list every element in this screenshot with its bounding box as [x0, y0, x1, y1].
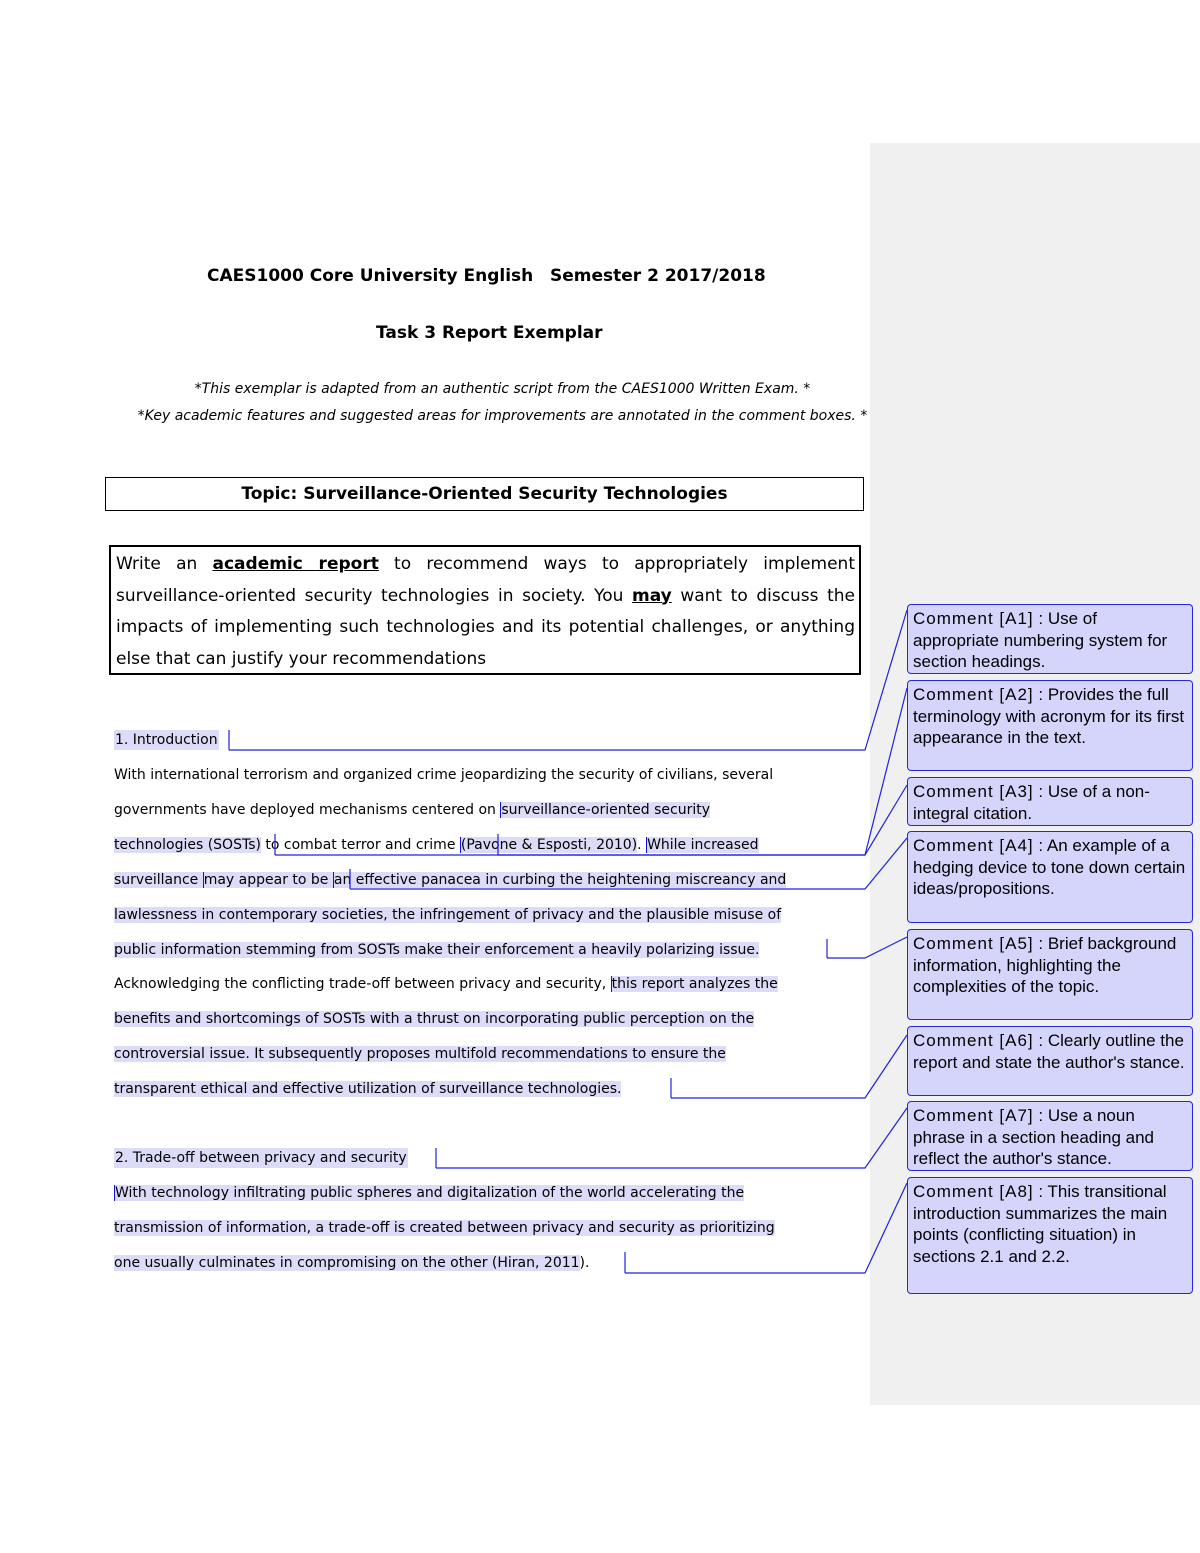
line-text: to combat terror and crime: [260, 837, 460, 853]
comment-text: : Provides the full terminology with acronym for its first appearance in the text.: [913, 685, 1185, 747]
comment-label: Comment [A1]: [913, 609, 1034, 628]
comment-a8[interactable]: [907, 1177, 1193, 1294]
comment-a3[interactable]: [907, 777, 1193, 826]
highlight-outline[interactable]: benefits and shortcomings of SOSTs with a thrust on incorporating public perception on the: [114, 1011, 755, 1027]
highlight-transition[interactable]: With technology infiltrating public spheres and digitalization of the world accelerating the: [115, 1185, 745, 1201]
comment-a7[interactable]: [907, 1101, 1193, 1171]
highlight-sosts-term[interactable]: surveillance-oriented security: [501, 802, 710, 818]
topic-box: Topic: Surveillance-Oriented Security Technologies: [105, 477, 864, 511]
connector-a2: [275, 688, 907, 855]
highlight-background[interactable]: lawlessness in contemporary societies, the infringement of privacy and the plausible misuse of: [114, 907, 782, 923]
highlight-outline[interactable]: transparent ethical and effective utilization of surveillance technologies.: [114, 1081, 622, 1097]
comment-text: : This transitional introduction summarizes the main points (conflicting situation) in sections 2.1 and 2.2.: [913, 1182, 1168, 1266]
comment-label: Comment [A5]: [913, 934, 1034, 953]
comment-label: Comment [A6]: [913, 1031, 1034, 1050]
highlight-outline[interactable]: controversial issue. It subsequently proposes multifold recommendations to ensure the: [114, 1046, 726, 1062]
exemplar-note: *This exemplar is adapted from an authentic script from the CAES1000 Written Exam. *: [194, 381, 811, 397]
connector-a1: [229, 610, 907, 750]
highlight-background[interactable]: surveillance: [114, 872, 203, 888]
comment-a1[interactable]: [907, 604, 1193, 674]
connector-a3: [498, 785, 907, 855]
comment-label: Comment [A8]: [913, 1182, 1034, 1201]
highlight-background[interactable]: While increased: [647, 837, 759, 853]
highlight-transition[interactable]: transmission of information, a trade-off is created between privacy and security as prioritizing: [114, 1220, 775, 1236]
highlight-sosts-acronym[interactable]: technologies (SOSTs): [114, 837, 261, 853]
annotation-note: *Key academic features and suggested areas for improvements are annotated in the comment boxes. *: [137, 408, 868, 424]
comment-text: : Brief background information, highlighting the complexities of the topic.: [913, 934, 1177, 996]
highlight-background[interactable]: public information stemming from SOSTs make their enforcement a heavily polarizing issue.: [114, 942, 760, 958]
comment-label: Comment [A7]: [913, 1106, 1034, 1125]
comment-text: : Clearly outline the report and state the author's stance.: [913, 1031, 1185, 1072]
connector-a7: [436, 1108, 907, 1168]
highlight-citation[interactable]: (Pavone & Esposti, 2010): [460, 837, 638, 853]
prompt-underline-academic-report: academic report: [212, 554, 379, 574]
line-text: .: [637, 837, 647, 853]
comment-text: : Use of a non-integral citation.: [913, 782, 1150, 823]
connector-a5: [827, 937, 907, 958]
highlight-transition[interactable]: one usually culminates in compromising on the other (Hiran, 2011: [114, 1255, 580, 1271]
connector-a4: [350, 838, 907, 889]
line-text: ).: [579, 1255, 590, 1271]
highlight-outline[interactable]: this report analyzes the: [611, 976, 778, 992]
comment-a6[interactable]: [907, 1026, 1193, 1096]
comment-label: Comment [A4]: [913, 836, 1034, 855]
connector-a8: [625, 1183, 907, 1273]
highlight-hedging[interactable]: may appear to be: [203, 872, 333, 888]
comment-text: : An example of a hedging device to tone down certain ideas/propositions.: [913, 836, 1186, 898]
prompt-text: Write an: [116, 554, 213, 574]
comment-label: Comment [A2]: [913, 685, 1034, 704]
line-text: With international terrorism and organized crime jeopardizing the security of civilians, several: [114, 767, 774, 783]
prompt-text: want to discuss the impacts of implementing such technologies and its potential challenges, or anything else that can justify your recommendations: [116, 585, 855, 669]
line-text: Acknowledging the conflicting trade-off between privacy and security,: [114, 976, 611, 992]
section-heading-introduction[interactable]: 1. Introduction: [115, 732, 218, 748]
line-text: governments have deployed mechanisms centered on: [114, 802, 501, 818]
comment-text: : Use of appropriate numbering system for section headings.: [913, 609, 1168, 671]
document-subtitle: Task 3 Report Exemplar: [376, 323, 603, 343]
comment-a4[interactable]: [907, 831, 1193, 923]
course-title: CAES1000 Core University English: [207, 266, 534, 286]
comment-a5[interactable]: [907, 929, 1193, 1020]
comment-label: Comment [A3]: [913, 782, 1034, 801]
prompt-underline-may: may: [632, 585, 672, 606]
connector-a6: [671, 1035, 907, 1098]
semester-label: Semester 2 2017/2018: [550, 266, 766, 286]
prompt-text: to recommend ways to appropriately implement surveillance-oriented security technologies in society. You: [116, 554, 855, 606]
comment-text: : Use a noun phrase in a section heading and reflect the author's stance.: [913, 1106, 1155, 1168]
section-heading-trade-off[interactable]: 2. Trade-off between privacy and security: [115, 1150, 407, 1166]
highlight-background[interactable]: an effective panacea in curbing the heightening miscreancy and: [333, 872, 787, 888]
comment-a2[interactable]: [907, 680, 1193, 771]
